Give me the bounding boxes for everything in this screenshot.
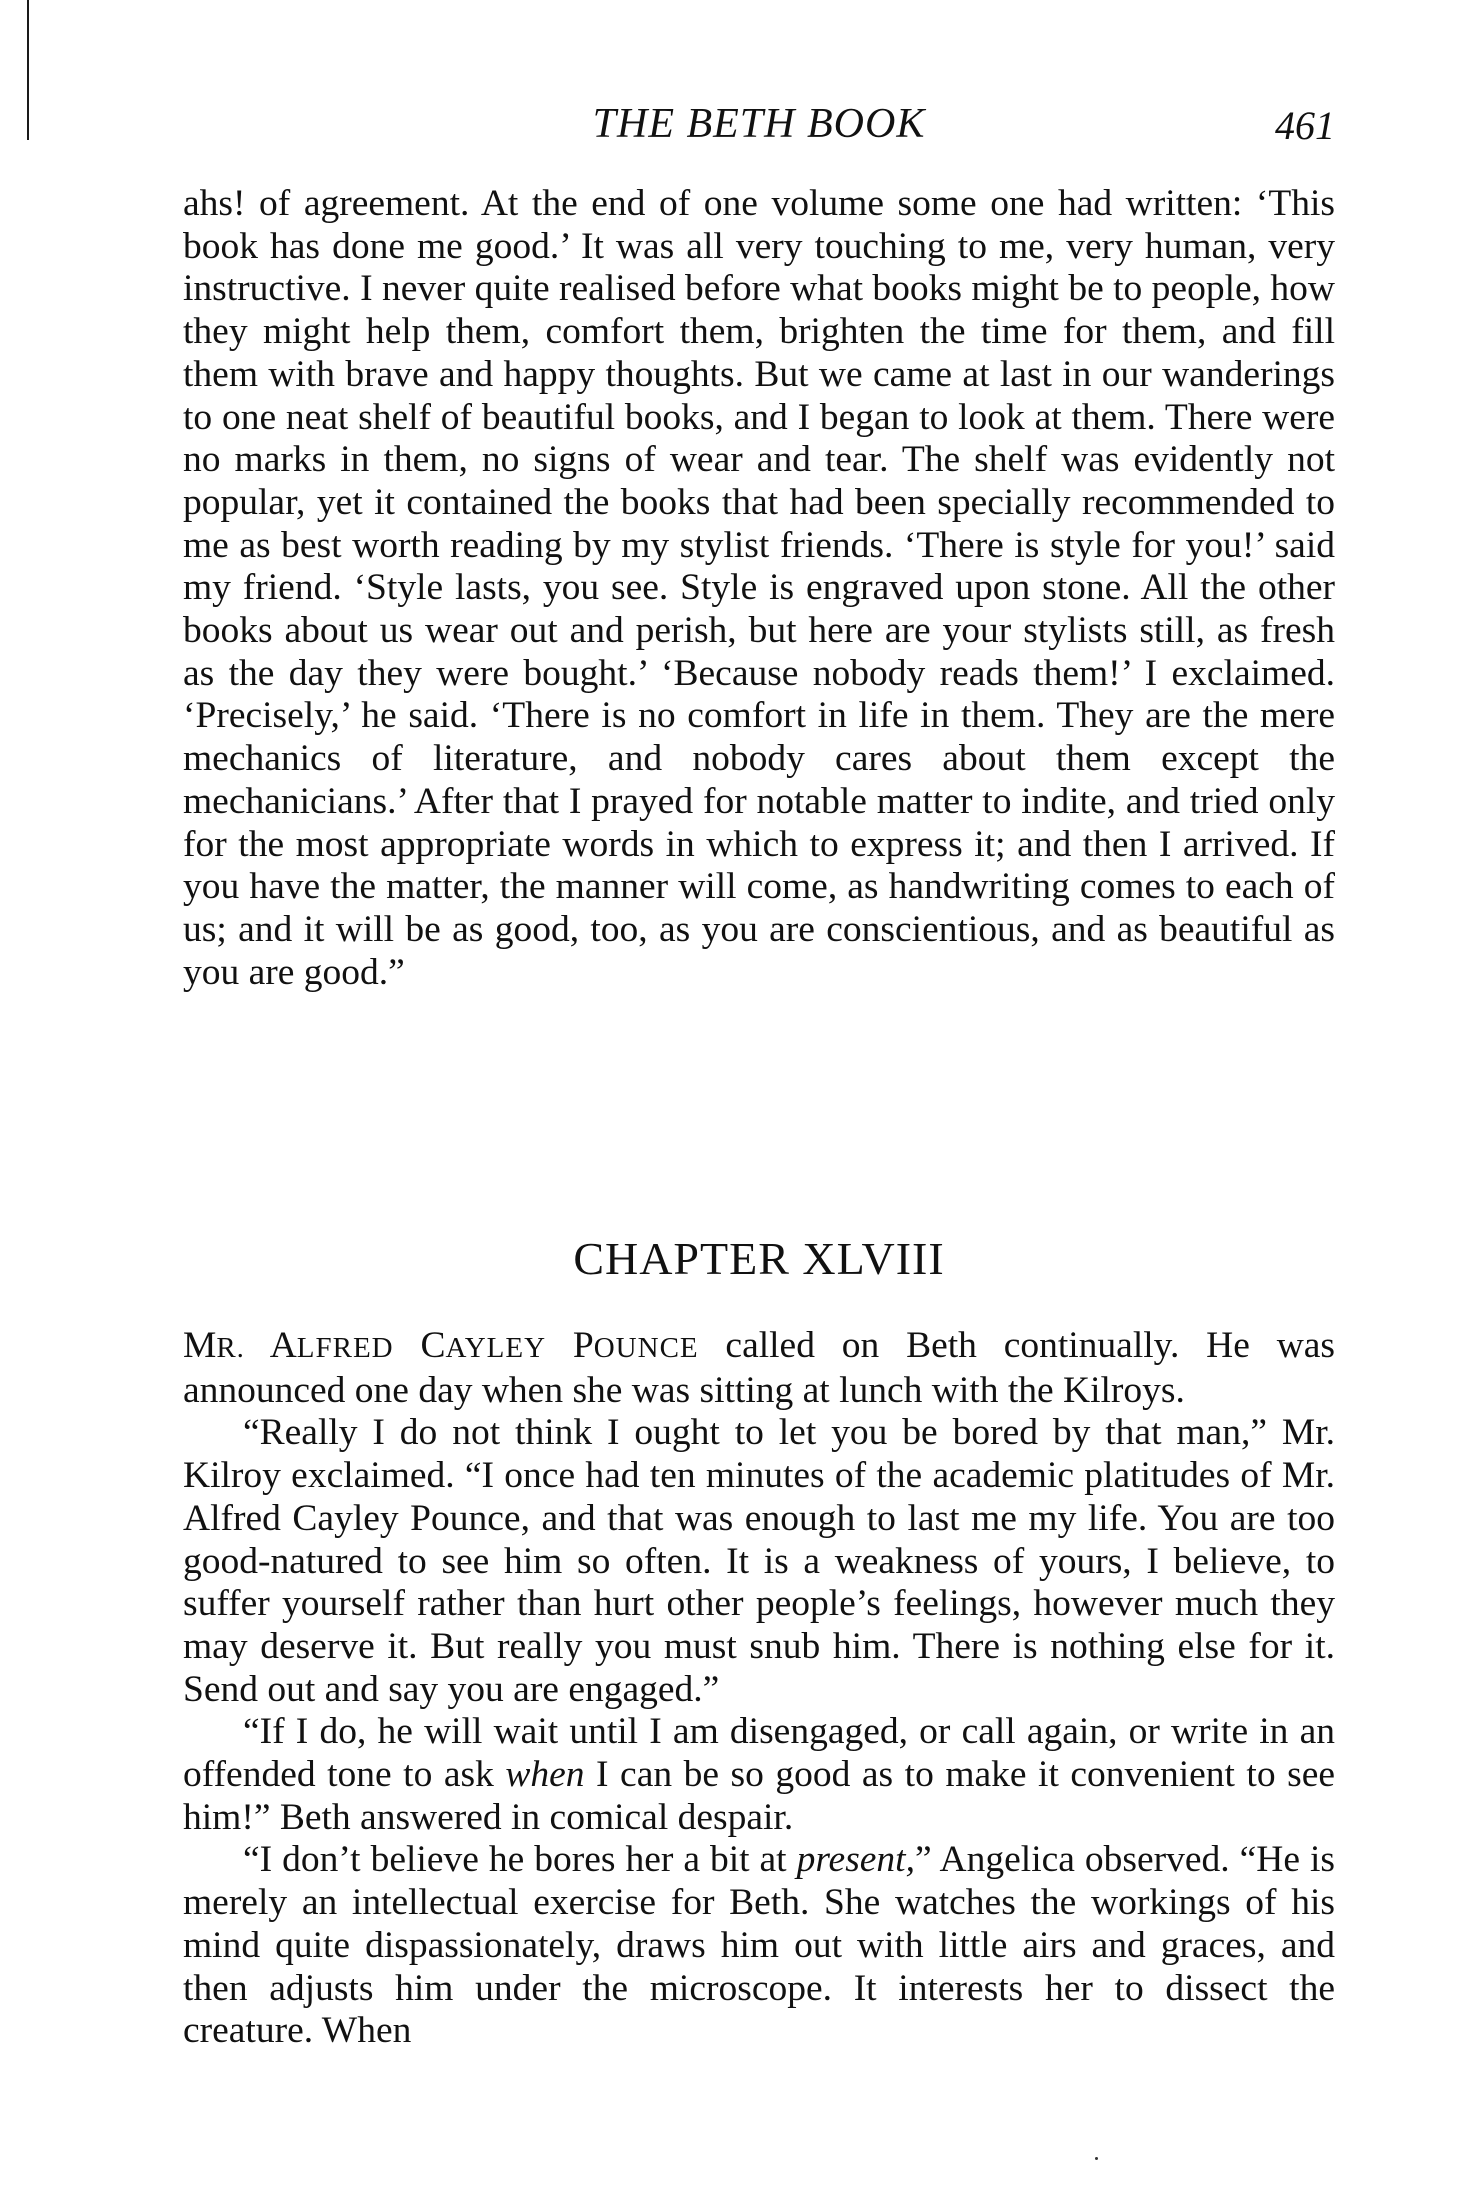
chapter-opening-paragraph — [183, 1325, 1335, 1412]
small-caps-text: R. — [216, 1332, 245, 1364]
body-paragraph — [183, 1711, 1335, 1839]
small-caps-text: AYLEY — [445, 1332, 547, 1364]
body-paragraph: “Really I do not think I ought to let you be bored by that man,” Mr. Kilroy exclaimed. “I once had ten minutes of the academic platitudes of Mr. Alfred Cayley Pounce, and that was enough to last me my life. You are too good-natured to see him so often. It is a weakness of yours, I believe, to suffer yourself rather than hurt other people’s feelings, however much they may deserve it. But really you must snub him. There is nothing else for it. Send out and say you are engaged.” — [183, 1412, 1335, 1710]
small-caps-letter: C — [420, 1325, 446, 1366]
small-caps-letter: P — [572, 1325, 594, 1366]
page-binding-edge — [27, 0, 29, 140]
small-caps-text: LFRED — [296, 1332, 394, 1364]
paragraph-text: ” Angelica observed. “He is merely an intellectual exercise for Beth. She watches the workings of his mind quite dispassionately, draws him out with little airs and graces, and then adjusts him under the microscope. It interests her to dissect the creature. When — [183, 1839, 1335, 2052]
opening-sentence-rest: called on Beth continually. He was announced one day when she was sitting at lunch with the Kilroys. — [183, 1325, 1336, 1411]
chapter-heading: CHAPTER XLVIII — [573, 1233, 945, 1284]
chapter-text-block — [183, 1325, 1335, 2053]
italic-emphasis: present, — [796, 1839, 915, 1881]
paragraph-text: “I don’t believe he bores her a bit at — [243, 1839, 797, 1881]
paragraph-text: I can be so good as to make it convenient to see him!” Beth answered in comical despair. — [183, 1754, 1335, 1838]
continuation-paragraph: ahs! of agreement. At the end of one volume some one had written: ‘This book has done me good.’ It was all very touching to me, very human, very instructive. I never quite realised before what books might be to people, how they might help them, comfort them, brighten the time for them, and fill them with brave and happy thoughts. But we came at last in our wanderings to one neat shelf of beautiful books, and I began to look at them. There were no marks in them, no signs of wear and tear. The shelf was evidently not popular, yet it contained the books that had been specially recommended to me as best worth reading by my stylist friends. ‘There is style for you!’ said my friend. ‘Style lasts, you see. Style is engraved upon stone. All the other books about us wear out and perish, but here are your stylists still, as fresh as the day they were bought.’ ‘Because nobody reads them!’ I exclaimed. ‘Precisely,’ he said. ‘There is no comfort in life in them. They are the mere mechanics of literature, and nobody cares about them except the mechanicians.’ After that I prayed for notable matter to indite, and tried only for the most appropriate words in which to express it; and then I arrived. If you have the matter, the manner will come, as handwriting comes to each of us; and it will be as good, too, as you are conscientious, and as beautiful as you are good.” — [183, 183, 1335, 993]
running-title: THE BETH BOOK — [592, 101, 926, 147]
top-text-block — [183, 183, 1335, 994]
running-header — [183, 100, 1335, 160]
small-caps-letter: M — [183, 1325, 217, 1366]
small-caps-letter: A — [269, 1325, 297, 1366]
paragraph-text: “If I do, he will wait until I am disengaged, or call again, or write in an offended tone to ask — [183, 1711, 1335, 1796]
italic-emphasis: when — [505, 1754, 585, 1796]
page-number: 461 — [1275, 103, 1335, 148]
print-speck — [1095, 2157, 1098, 2160]
small-caps-text: OUNCE — [593, 1332, 699, 1364]
body-paragraph — [183, 1839, 1335, 2053]
